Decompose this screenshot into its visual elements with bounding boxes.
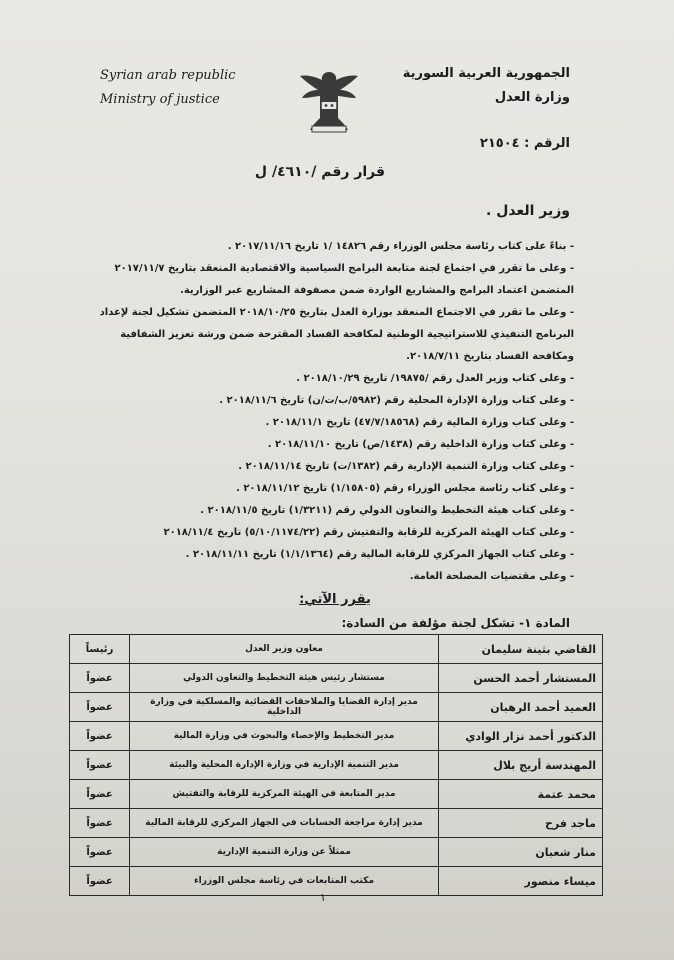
committee-members-table (69, 634, 603, 896)
recital-item: - وعلى كتاب وزارة الداخلية رقم (١٤٣٨/ص) تاريخ ٢٠١٨/١١/١٠ . (267, 439, 574, 450)
english-country-name: Syrian arab republic (100, 68, 236, 83)
member-name: القاضي بثينة سليمان (438, 635, 602, 664)
table-row (70, 838, 603, 867)
eagle-emblem-icon (296, 66, 362, 136)
decides-heading: يقرر الآتي: (299, 592, 371, 607)
member-role: عضواً (70, 780, 130, 809)
member-role: عضواً (70, 722, 130, 751)
recital-item: - بناءً على كتاب رئاسة مجلس الوزراء رقم ١٤٨٢٦ /١ تاريخ ٢٠١٧/١١/١٦ . (227, 241, 574, 252)
english-ministry-name: Ministry of justice (100, 92, 220, 107)
member-position: مستشار رئيس هيئة التخطيط والتعاون الدولي (130, 664, 439, 693)
recital-item: - وعلى كتاب وزارة التنمية الإدارية رقم (١٣٨٢/ت) تاريخ ٢٠١٨/١١/١٤ . (238, 461, 574, 472)
recital-item: - وعلى كتاب وزارة الإدارة المحلية رقم (٥٩٨٢/ب/ت/ن) تاريخ ٢٠١٨/١١/٦ . (219, 395, 574, 406)
member-name: ماجد فرح (438, 809, 602, 838)
member-position: مكتب المتابعات في رئاسة مجلس الوزراء (130, 867, 439, 896)
arabic-ministry-name: وزارة العدل (494, 90, 570, 105)
reference-number: الرقم : ٢١٥٠٤ (479, 136, 570, 151)
member-position: مدير التنمية الإدارية في وزارة الإدارة المحلية والبيئة (130, 751, 439, 780)
member-position: مدير إدارة القضايا والملاحقات القضائية والمسلكية في وزارة الداخلية (130, 693, 439, 722)
member-name: منار شعبان (438, 838, 602, 867)
recital-item: - وعلى ما تقرر في اجتماع لجنة متابعة البرامج السياسية والاقتصادية المنعقد بتاريخ ٢٠١٧/١١/٧ المتضمن اعتماد البرامج والمشاريع الواردة ضمن مصفوفة المشاريع عبر الوزارية. (114, 263, 574, 296)
recital-item: - وعلى مقتضيات المصلحة العامة. (409, 571, 574, 582)
member-position: معاون وزير العدل (130, 635, 439, 664)
member-role: عضواً (70, 838, 130, 867)
member-role: عضواً (70, 751, 130, 780)
recitals (94, 236, 574, 588)
article-1: المادة ١- تشكل لجنة مؤلفة من السادة: (341, 616, 570, 630)
member-position: مدير التخطيط والإحصاء والبحوث في وزارة المالية (130, 722, 439, 751)
table-row (70, 722, 603, 751)
recital-item: - وعلى كتاب وزارة المالية رقم (٤٧/٧/١٨٥٦٨) تاريخ ٢٠١٨/١١/١ . (265, 417, 574, 428)
arabic-letterhead (403, 62, 570, 110)
recital-item: - وعلى كتاب الجهاز المركزي للرقابة المالية رقم (١/١/١٣٦٤) تاريخ ٢٠١٨/١١/١١ . (185, 549, 574, 560)
member-name: ميساء منصور (438, 867, 602, 896)
member-role: عضواً (70, 867, 130, 896)
member-role: عضواً (70, 664, 130, 693)
recital-item: - وعلى كتاب وزير العدل رقم /١٩٨٧٥/ تاريخ ٢٠١٨/١٠/٢٩ . (296, 373, 574, 384)
recital-item: - وعلى كتاب رئاسة مجلس الوزراء رقم (١/١٥٨٠٥) تاريخ ٢٠١٨/١١/١٢ . (236, 483, 574, 494)
member-role: رئيساً (70, 635, 130, 664)
recital-item: - وعلى ما تقرر في الاجتماع المنعقد بوزارة العدل بتاريخ ٢٠١٨/١٠/٢٥ المتضمن تشكيل لجنة لإعداد البرنامج التنفيذي للاستراتيجية الوطنية لمكافحة الفساد المقترحة ضمن ورشة تعزيز الشفافية ومكافحة الفساد بتاريخ ٢٠١٨/٧/١١. (99, 307, 574, 362)
member-name: المستشار أحمد الحسن (438, 664, 602, 693)
table-row (70, 867, 603, 896)
member-position: ممثلاً عن وزارة التنمية الإدارية (130, 838, 439, 867)
member-position: مدير إدارة مراجعة الحسابات في الجهاز المركزي للرقابة المالية (130, 809, 439, 838)
issuer-title: وزير العدل . (486, 203, 570, 219)
member-name: العميد أحمد الرهبان (438, 693, 602, 722)
arabic-country-name: الجمهورية العربية السورية (402, 66, 570, 81)
table-row (70, 780, 603, 809)
decision-title: قرار رقم /٤٦١٠/ ل (254, 164, 386, 180)
english-letterhead (100, 64, 236, 112)
member-position: مدير المتابعة في الهيئة المركزية للرقابة والتفتيش (130, 780, 439, 809)
member-name: المهندسة أريج بلال (438, 751, 602, 780)
member-role: عضواً (70, 809, 130, 838)
table-row (70, 635, 603, 664)
member-role: عضواً (70, 693, 130, 722)
member-name: محمد عتمة (438, 780, 602, 809)
recital-item: - وعلى كتاب هيئة التخطيط والتعاون الدولي رقم (١/٣٢١١) تاريخ ٢٠١٨/١١/٥ . (200, 505, 574, 516)
table-row (70, 809, 603, 838)
table-row (70, 751, 603, 780)
recital-item: - وعلى كتاب الهيئة المركزية للرقابة والتفتيش رقم (٥/١٠/١١٧٤/٢٢) تاريخ ٢٠١٨/١١/٤ (163, 527, 574, 538)
member-name: الدكتور أحمد نزار الوادي (438, 722, 602, 751)
table-row (70, 693, 603, 722)
page-number: ١ (320, 891, 326, 904)
table-row (70, 664, 603, 693)
